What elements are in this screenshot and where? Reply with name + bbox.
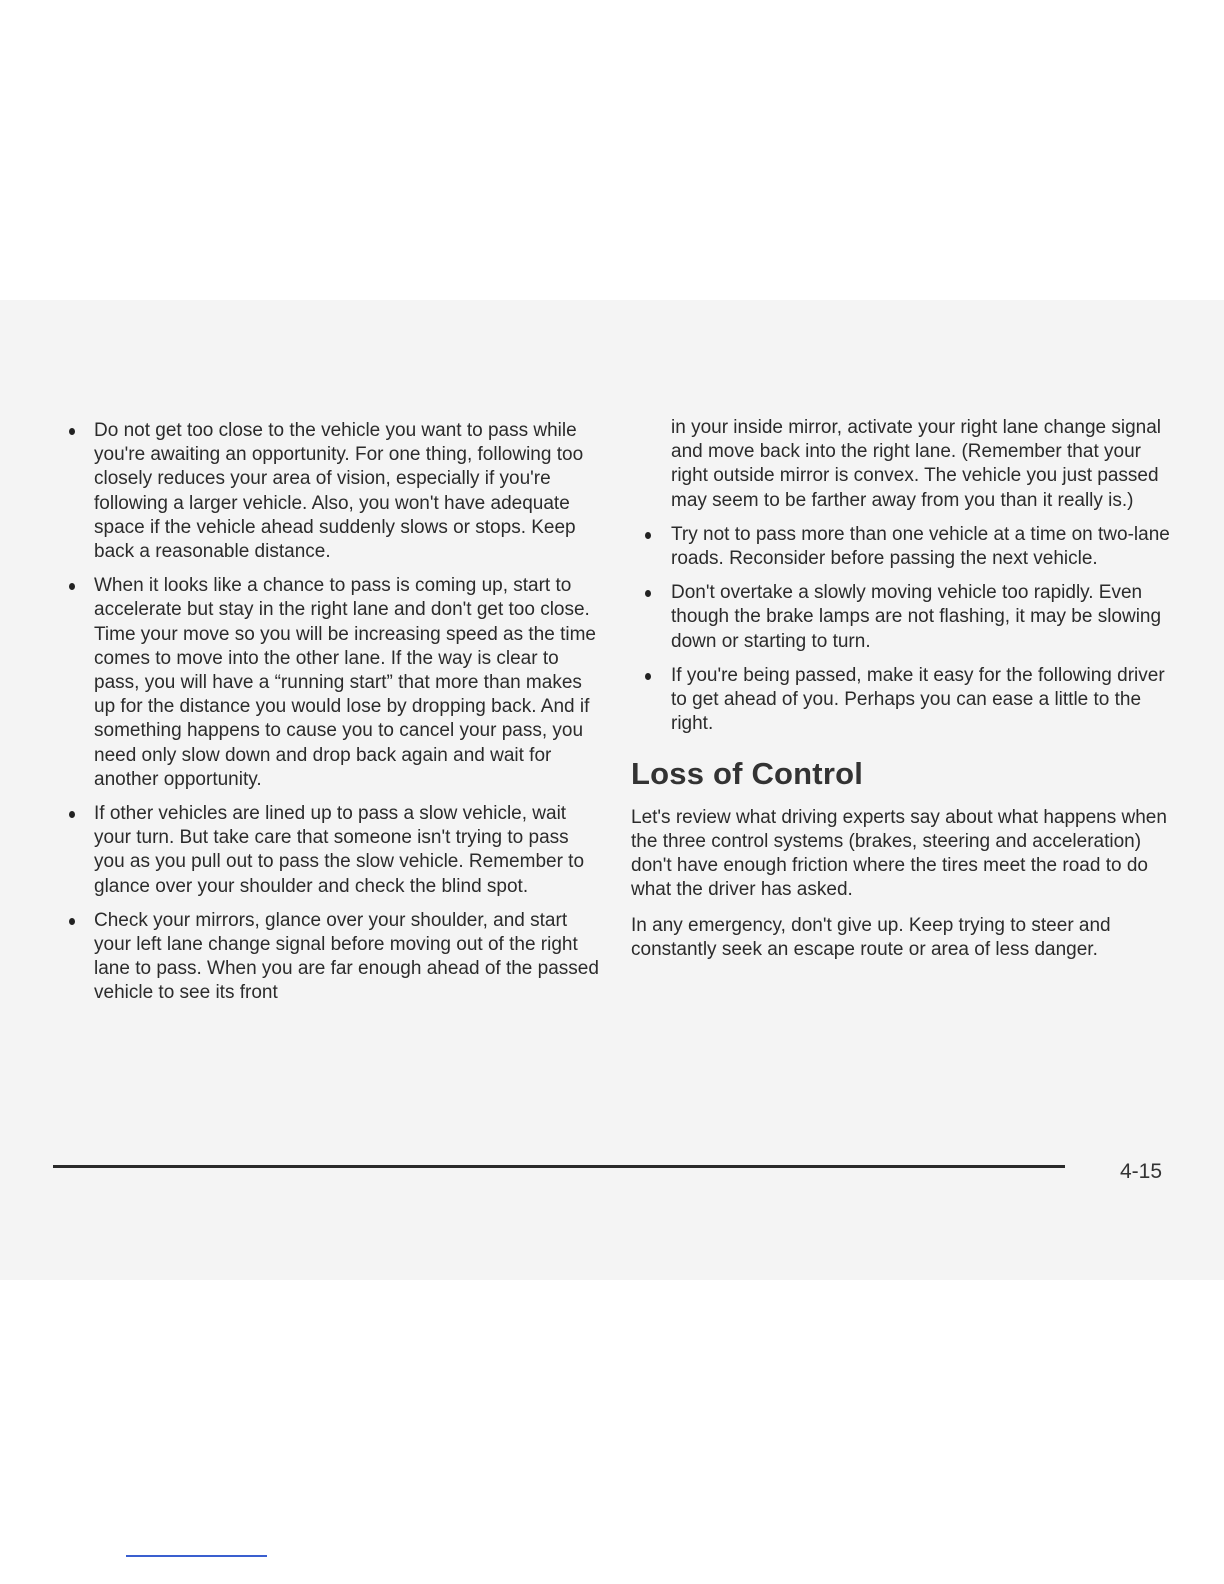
right-column	[631, 416, 1179, 974]
bullet-item: Try not to pass more than one vehicle at a time on two-lane roads. Reconsider before passing the next vehicle.	[631, 523, 1179, 571]
bullet-item: If you're being passed, make it easy for the following driver to get ahead of you. Perhaps you can ease a little to the right.	[631, 664, 1179, 737]
bullet-continuation: in your inside mirror, activate your right lane change signal and move back into the right lane. (Remember that your right outside mirror is convex. The vehicle you just passed may seem to be farther away from you than it really is.)	[671, 417, 1162, 511]
section-heading: Loss of Control	[631, 756, 864, 792]
body-paragraph: Let's review what driving experts say about what happens when the three control systems (brakes, steering and acceleration) don't have enough friction where the tires meet the road to do what the driver has asked.	[631, 807, 1167, 901]
bullet-item: Don't overtake a slowly moving vehicle too rapidly. Even though the brake lamps are not flashing, it may be slowing down or starting to turn.	[631, 581, 1179, 654]
footer-rule	[53, 1165, 1065, 1168]
page-number: 4-15	[1120, 1160, 1163, 1183]
right-bullet-list	[631, 523, 1179, 737]
bullet-item: Do not get too close to the vehicle you want to pass while you're awaiting an opportunity. For one thing, following too closely reduces your area of vision, especially if you're following a larger vehicle. Also, you won't have adequate space if the vehicle ahead suddenly slows or stops. Keep back a reasonable distance.	[64, 419, 604, 564]
bullet-item: When it looks like a chance to pass is coming up, start to accelerate but stay in the right lane and don't get too close. Time your move so you will be increasing speed as the time comes to move into the other lane. If the way is clear to pass, you will have a “running start” that more than makes up for the distance you would lose by dropping back. And if something happens to cause you to cancel your pass, you need only slow down and drop back again and wait for another opportunity.	[64, 574, 604, 792]
bullet-item: Check your mirrors, glance over your shoulder, and start your left lane change signal before moving out of the right lane to pass. When you are far enough ahead of the passed vehicle to see its front	[64, 909, 604, 1006]
bullet-item: If other vehicles are lined up to pass a slow vehicle, wait your turn. But take care that someone isn't trying to pass you as you pull out to pass the slow vehicle. Remember to glance over your shoulder and check the blind spot.	[64, 802, 604, 899]
link-underline[interactable]	[126, 1555, 267, 1557]
left-column	[64, 419, 604, 1016]
left-bullet-list	[64, 419, 604, 1006]
body-paragraph: In any emergency, don't give up. Keep trying to steer and constantly seek an escape route or area of less danger.	[631, 915, 1111, 961]
